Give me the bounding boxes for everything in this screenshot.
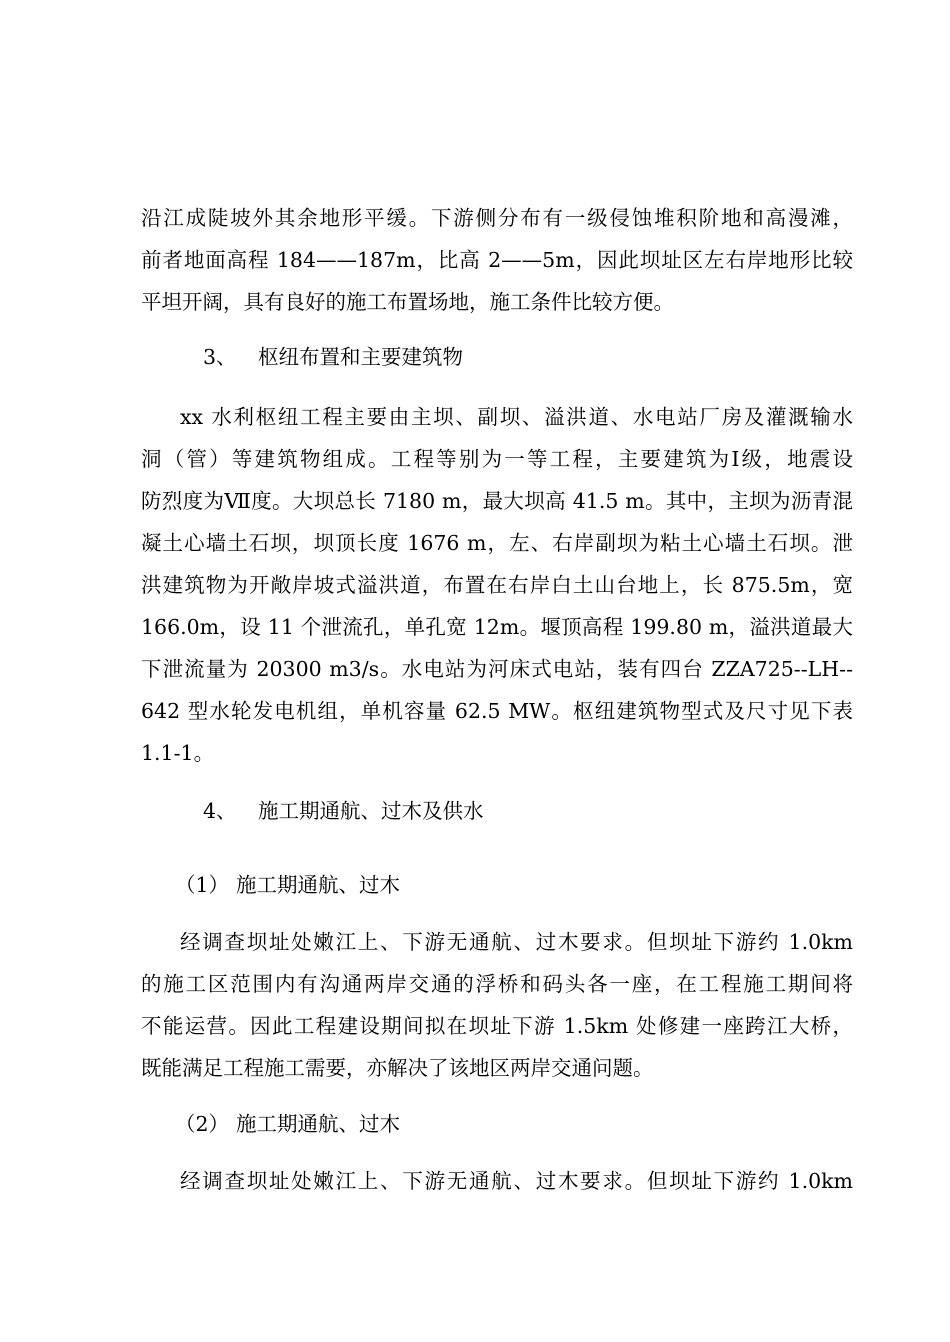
section-heading-4 <box>203 794 603 828</box>
paragraph-line: 沿江成陡坡外其余地形平缓。下游侧分布有一级侵蚀堆积阶地和高漫滩， <box>141 206 853 230</box>
subsection-number: （2） <box>175 1112 230 1136</box>
paragraph-line: 前者地面高程 184——187m，比高 2——5m，因此坝址区左右岸地形比较 <box>141 248 853 272</box>
paragraph-line: 经调查坝址处嫩江上、下游无通航、过木要求。但坝址下游约 1.0km <box>180 1169 853 1193</box>
paragraph-line: 洪建筑物为开敞岸坡式溢洪道，布置在右岸白土山台地上，长 875.5m，宽 <box>141 573 853 597</box>
subsection-number: （1） <box>175 873 230 897</box>
section-title: 施工期通航、过木及供水 <box>258 799 484 823</box>
section-heading-3 <box>203 340 603 374</box>
section-title: 枢纽布置和主要建筑物 <box>258 345 463 369</box>
paragraph-line: 的施工区范围内有沟通两岸交通的浮桥和码头各一座，在工程施工期间将 <box>141 972 853 996</box>
paragraph-line: 凝土心墙土石坝，坝顶长度 1676 m，左、右岸副坝为粘土心墙土石坝。泄 <box>141 531 853 555</box>
paragraph-line: 洞（管）等建筑物组成。工程等别为一等工程，主要建筑为Ⅰ级，地震设 <box>141 447 853 471</box>
paragraph-line: 不能运营。因此工程建设期间拟在坝址下游 1.5km 处修建一座跨江大桥， <box>141 1014 853 1038</box>
paragraph-line: 经调查坝址处嫩江上、下游无通航、过木要求。但坝址下游约 1.0km <box>180 930 853 954</box>
paragraph-line: 166.0m，设 11 个泄流孔，单孔宽 12m。堰顶高程 199.80 m，溢洪道最大 <box>141 615 853 639</box>
paragraph-line: 既能满足工程施工需要，亦解决了该地区两岸交通问题。 <box>141 1056 654 1080</box>
paragraph-line: 防烈度为Ⅶ度。大坝总长 7180 m，最大坝高 41.5 m。其中，主坝为沥青混 <box>141 489 853 513</box>
paragraph-line: 下泄流量为 20300 m3/s。水电站为河床式电站，装有四台 ZZA725--LH-- <box>141 657 853 681</box>
subsection-heading-1 <box>175 868 575 902</box>
section-number: 3、 <box>203 345 237 369</box>
paragraph-line: 平坦开阔，具有良好的施工布置场地，施工条件比较方便。 <box>141 290 674 314</box>
section-number: 4、 <box>203 799 237 823</box>
subsection-heading-2 <box>175 1107 575 1141</box>
paragraph-line: 642 型水轮发电机组，单机容量 62.5 MW。枢纽建筑物型式及尺寸见下表 <box>141 699 853 723</box>
paragraph-line: xx 水利枢纽工程主要由主坝、副坝、溢洪道、水电站厂房及灌溉输水 <box>180 405 853 429</box>
paragraph-line: 1.1-1。 <box>141 741 215 765</box>
subsection-title: 施工期通航、过木 <box>236 873 400 897</box>
subsection-title: 施工期通航、过木 <box>236 1112 400 1136</box>
